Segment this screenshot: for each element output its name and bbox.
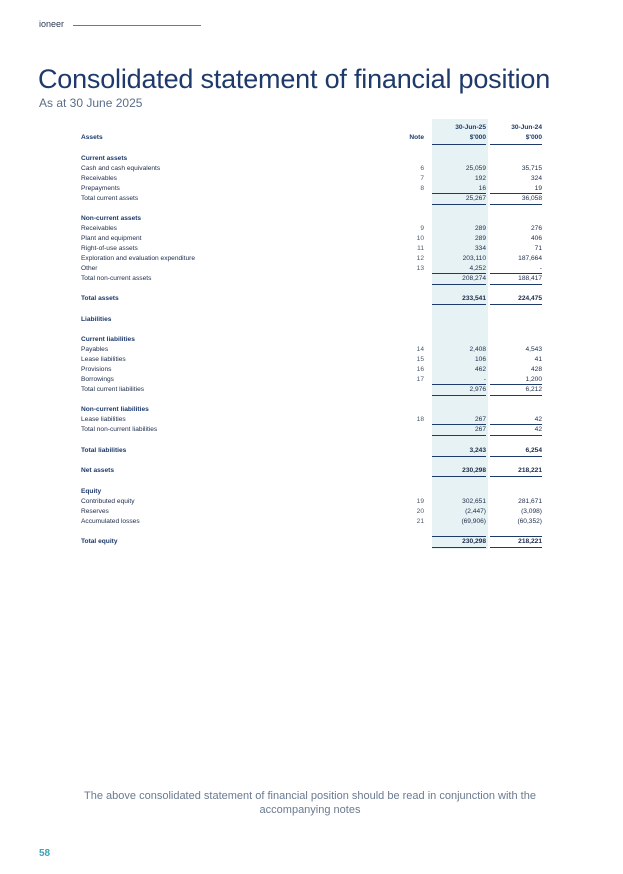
row-value-2024: 1,200 bbox=[525, 376, 542, 383]
row-label: Other bbox=[81, 265, 98, 272]
subtotal-row bbox=[0, 425, 623, 435]
row-value-2024: 6,254 bbox=[525, 447, 542, 454]
row-value-2025: 302,651 bbox=[462, 498, 486, 505]
subtotal-row bbox=[0, 194, 623, 204]
row-note: 13 bbox=[416, 265, 424, 272]
row-label: Non-current liabilities bbox=[81, 406, 149, 413]
row-value-2025: 4,252 bbox=[469, 265, 486, 272]
section-heading bbox=[0, 315, 623, 325]
table-row bbox=[0, 164, 623, 174]
row-value-2025: 289 bbox=[474, 225, 486, 232]
row-value-2024: 71 bbox=[534, 245, 542, 252]
row-label: Current liabilities bbox=[81, 336, 135, 343]
row-value-2024: 324 bbox=[530, 175, 542, 182]
page-number: 58 bbox=[39, 848, 51, 859]
row-label: Reserves bbox=[81, 508, 109, 515]
row-label: Total liabilities bbox=[81, 447, 127, 454]
row-note: 8 bbox=[420, 185, 424, 192]
row-label: Provisions bbox=[81, 366, 112, 373]
row-note: 6 bbox=[420, 165, 424, 172]
row-note: 12 bbox=[416, 255, 424, 262]
total-rule bbox=[432, 536, 486, 537]
row-note: 16 bbox=[416, 366, 424, 373]
table-row bbox=[0, 224, 623, 234]
table-row bbox=[0, 355, 623, 365]
row-label: Receivables bbox=[81, 175, 117, 182]
total-rule bbox=[432, 456, 486, 457]
section-heading bbox=[0, 214, 623, 224]
section-heading bbox=[0, 335, 623, 345]
row-value-2024: 6,212 bbox=[525, 386, 542, 393]
subtotal-rule bbox=[490, 273, 542, 274]
row-value-2025: 2,976 bbox=[469, 386, 486, 393]
total-row bbox=[0, 537, 623, 547]
subtotal-rule bbox=[490, 193, 542, 194]
table-row bbox=[0, 507, 623, 517]
row-note: 9 bbox=[420, 225, 424, 232]
table-row bbox=[0, 174, 623, 184]
section-heading bbox=[0, 405, 623, 415]
row-label: Exploration and evaluation expenditure bbox=[81, 255, 196, 262]
row-value-2024: (3,098) bbox=[521, 508, 542, 515]
col-header-unit-2025: $'000 bbox=[469, 134, 486, 141]
row-value-2025: 334 bbox=[474, 245, 486, 252]
row-value-2025: - bbox=[483, 376, 486, 383]
row-value-2025: 289 bbox=[474, 235, 486, 242]
row-value-2025: 2,408 bbox=[469, 346, 486, 353]
row-note: 10 bbox=[416, 235, 424, 242]
col-header-date-2025: 30-Jun-25 bbox=[455, 124, 486, 131]
row-value-2024: 42 bbox=[534, 416, 542, 423]
row-note: 18 bbox=[416, 416, 424, 423]
row-value-2024: (60,352) bbox=[517, 518, 542, 525]
total-rule bbox=[432, 476, 486, 477]
row-value-2024: 42 bbox=[534, 426, 542, 433]
total-row bbox=[0, 294, 623, 304]
row-note: 15 bbox=[416, 356, 424, 363]
row-label: Contributed equity bbox=[81, 498, 135, 505]
row-label: Lease liabilities bbox=[81, 356, 126, 363]
row-value-2025: 230,298 bbox=[462, 467, 486, 474]
total-rule bbox=[490, 476, 542, 477]
header-brand: ioneer bbox=[39, 19, 65, 29]
row-note: 20 bbox=[416, 508, 424, 515]
subtotal-rule bbox=[432, 384, 486, 385]
row-value-2025: (69,906) bbox=[461, 518, 486, 525]
table-row bbox=[0, 244, 623, 254]
row-value-2024: 276 bbox=[530, 225, 542, 232]
subtotal-rule bbox=[490, 384, 542, 385]
row-note: 11 bbox=[417, 245, 424, 252]
total-rule bbox=[432, 304, 486, 305]
row-label: Prepayments bbox=[81, 185, 120, 192]
header-rule bbox=[490, 144, 542, 145]
row-value-2025: 3,243 bbox=[469, 447, 486, 454]
table-row bbox=[0, 254, 623, 264]
row-note: 14 bbox=[416, 346, 424, 353]
subtotal-rule bbox=[490, 435, 542, 436]
subtotal-row bbox=[0, 274, 623, 284]
row-label: Lease liabilities bbox=[81, 416, 126, 423]
col-header-unit-2024: $'000 bbox=[525, 134, 542, 141]
row-value-2025: 230,298 bbox=[462, 538, 486, 545]
row-label: Cash and cash equivalents bbox=[81, 165, 161, 172]
table-row bbox=[0, 234, 623, 244]
subtotal-row bbox=[0, 385, 623, 395]
page-subtitle: As at 30 June 2025 bbox=[39, 96, 143, 110]
subtotal-rule bbox=[432, 193, 486, 194]
subtotal-rule bbox=[432, 204, 486, 205]
section-heading bbox=[0, 154, 623, 164]
subtotal-rule bbox=[490, 424, 542, 425]
total-rule bbox=[490, 536, 542, 537]
subtotal-rule bbox=[490, 284, 542, 285]
row-label: Non-current assets bbox=[81, 215, 142, 222]
subtotal-rule bbox=[432, 435, 486, 436]
total-rule bbox=[432, 547, 486, 548]
page-title: Consolidated statement of financial position bbox=[38, 64, 551, 94]
row-value-2024: 224,475 bbox=[518, 295, 542, 302]
row-value-2024: 218,221 bbox=[518, 467, 542, 474]
table-row bbox=[0, 365, 623, 375]
col-header-assets: Assets bbox=[81, 134, 103, 141]
row-value-2024: 281,671 bbox=[518, 498, 542, 505]
row-label: Borrowings bbox=[81, 376, 114, 383]
row-label: Total non-current liabilities bbox=[81, 426, 158, 433]
table-row bbox=[0, 497, 623, 507]
total-rule bbox=[490, 304, 542, 305]
row-value-2025: 25,267 bbox=[465, 195, 486, 202]
subtotal-rule bbox=[432, 284, 486, 285]
row-note: 7 bbox=[420, 175, 424, 182]
table-row bbox=[0, 345, 623, 355]
row-value-2025: 106 bbox=[474, 356, 486, 363]
subtotal-rule bbox=[432, 273, 486, 274]
row-value-2024: - bbox=[539, 265, 542, 272]
subtotal-rule bbox=[490, 395, 542, 396]
row-label: Net assets bbox=[81, 467, 114, 474]
row-value-2024: 35,715 bbox=[521, 165, 542, 172]
section-heading bbox=[0, 487, 623, 497]
col-header-date-2024: 30-Jun-24 bbox=[511, 124, 542, 131]
total-rule bbox=[490, 456, 542, 457]
row-value-2025: 208,274 bbox=[462, 275, 486, 282]
subtotal-rule bbox=[432, 395, 486, 396]
row-value-2024: 19 bbox=[534, 185, 542, 192]
header-divider bbox=[73, 25, 201, 26]
row-label: Total assets bbox=[81, 295, 119, 302]
subtotal-rule bbox=[490, 204, 542, 205]
row-value-2024: 428 bbox=[530, 366, 542, 373]
row-value-2024: 218,221 bbox=[518, 538, 542, 545]
row-label: Right-of-use assets bbox=[81, 245, 138, 252]
row-value-2025: 462 bbox=[474, 366, 486, 373]
row-label: Equity bbox=[81, 488, 102, 495]
row-value-2025: 267 bbox=[474, 426, 486, 433]
total-row bbox=[0, 446, 623, 456]
row-note: 19 bbox=[416, 498, 424, 505]
header-rule bbox=[432, 144, 486, 145]
total-row bbox=[0, 466, 623, 476]
row-label: Total equity bbox=[81, 538, 118, 545]
row-value-2025: 267 bbox=[474, 416, 486, 423]
row-label: Receivables bbox=[81, 225, 117, 232]
row-value-2024: 188,417 bbox=[518, 275, 542, 282]
row-value-2025: 25,059 bbox=[465, 165, 486, 172]
footer-note: The above consolidated statement of financial position should be read in conjunction with the accompanying notes bbox=[84, 790, 536, 816]
total-rule bbox=[490, 547, 542, 548]
row-note: 21 bbox=[416, 518, 424, 525]
row-value-2024: 4,543 bbox=[525, 346, 542, 353]
table-row bbox=[0, 517, 623, 527]
row-note: 17 bbox=[416, 376, 424, 383]
row-value-2025: 192 bbox=[474, 175, 486, 182]
row-value-2024: 41 bbox=[534, 356, 542, 363]
row-label: Liabilities bbox=[81, 316, 112, 323]
subtotal-rule bbox=[432, 424, 486, 425]
row-value-2025: 233,541 bbox=[462, 295, 486, 302]
row-label: Current assets bbox=[81, 155, 128, 162]
row-label: Accumulated losses bbox=[81, 518, 140, 525]
row-value-2025: (2,447) bbox=[465, 508, 486, 515]
row-value-2024: 36,058 bbox=[521, 195, 542, 202]
row-value-2025: 16 bbox=[478, 185, 486, 192]
row-value-2024: 406 bbox=[530, 235, 542, 242]
row-label: Total non-current assets bbox=[81, 275, 152, 282]
row-label: Payables bbox=[81, 346, 109, 353]
col-header-note: Note bbox=[409, 134, 424, 141]
row-value-2024: 187,664 bbox=[518, 255, 542, 262]
row-label: Plant and equipment bbox=[81, 235, 142, 242]
row-label: Total current assets bbox=[81, 195, 139, 202]
row-label: Total current liabilities bbox=[81, 386, 145, 393]
row-value-2025: 203,110 bbox=[462, 255, 486, 262]
